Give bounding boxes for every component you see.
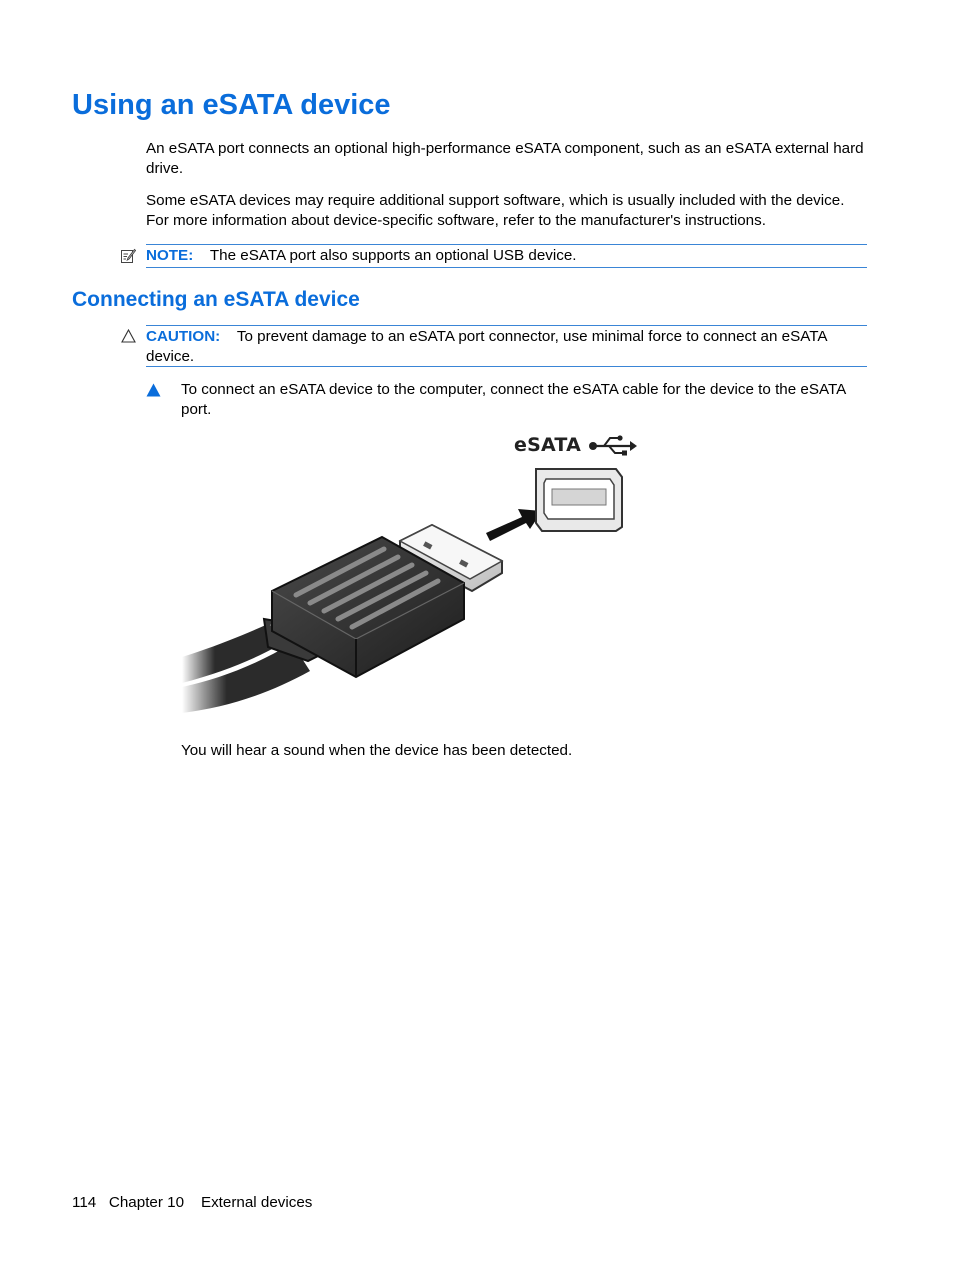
caution-icon bbox=[121, 329, 136, 343]
caution-text: To prevent damage to an eSATA port connector, use minimal force to connect an eSATA device. bbox=[146, 328, 827, 365]
note-icon bbox=[120, 248, 136, 264]
section-heading: Connecting an eSATA device bbox=[72, 288, 360, 311]
esata-port-label: eSATA bbox=[514, 434, 581, 456]
step-text: To connect an eSATA device to the computer, connect the eSATA cable for the device to the eSATA port. bbox=[181, 381, 846, 418]
footer-section: External devices bbox=[200, 1194, 313, 1211]
caution-label: CAUTION: bbox=[146, 328, 221, 345]
note-box bbox=[146, 244, 867, 268]
step-bullet-icon bbox=[146, 383, 161, 397]
esata-port bbox=[536, 469, 622, 531]
note-label: NOTE: bbox=[146, 247, 194, 264]
esata-connector-illustration bbox=[180, 425, 650, 720]
insert-arrow bbox=[486, 509, 542, 541]
intro-paragraph-1: An eSATA port connects an optional high-performance eSATA component, such as an eSATA external hard drive. bbox=[146, 140, 864, 177]
page-title: Using an eSATA device bbox=[72, 89, 391, 121]
footer-chapter: Chapter 10 bbox=[108, 1194, 185, 1211]
caution-box bbox=[146, 325, 867, 367]
intro-paragraph-2: Some eSATA devices may require additional support software, which is usually included with the device. For more information about device-specific software, refer to the manufacturer's instructions. bbox=[146, 192, 845, 229]
page-number: 114 bbox=[72, 1194, 97, 1211]
note-text: The eSATA port also supports an optional USB device. bbox=[209, 247, 577, 264]
after-step-text: You will hear a sound when the device has been detected. bbox=[181, 742, 573, 759]
page-footer bbox=[72, 1193, 312, 1213]
